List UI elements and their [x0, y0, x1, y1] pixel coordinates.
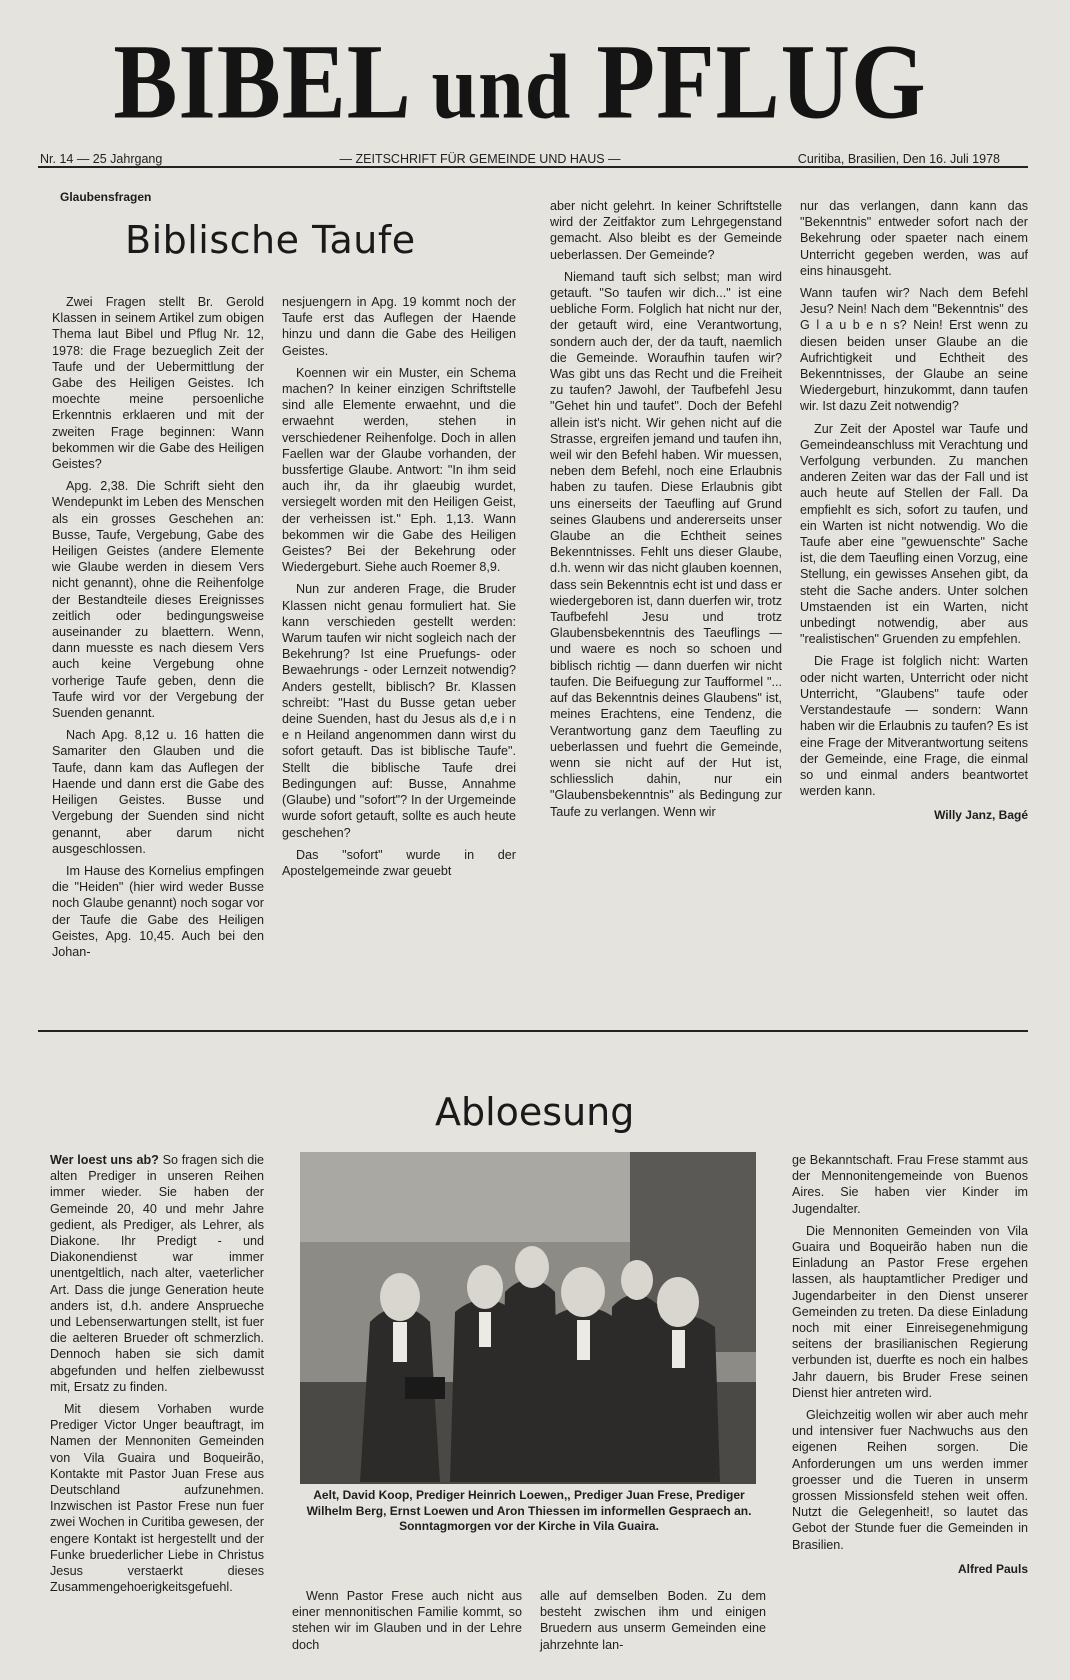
paragraph: ge Bekanntschaft. Frau Frese stammt aus der Mennonitengemeinde von Buenos Aires. Sie haben vier Kinder im Jugendalter. [792, 1153, 1028, 1216]
masthead-rule [38, 166, 1028, 168]
paragraph: alle auf demselben Boden. Zu dem besteht zwischen ihm und einigen Bruedern aus unserm Gemeinden eine jahrzehnte lan- [540, 1589, 766, 1652]
paragraph: nur das verlangen, dann kann das "Bekenntnis" entweder sofort nach der Bekehrung oder spaeter nach einem Unterricht gegeben werden, was auf eins hinausgeht. [800, 199, 1028, 278]
section-rule [38, 1030, 1028, 1032]
article1-column-1 [52, 294, 264, 966]
article1-column-3 [550, 198, 782, 826]
article2-column-1 [50, 1152, 264, 1601]
paragraph: Apg. 2,38. Die Schrift sieht den Wendepunkt im Leben des Menschen als ein grosses Geschehen an: Busse, Taufe, Vergebung, Gabe des Heiligen Geistes (andere Elemente wie Glaube werden in diesem Vers nicht genannt), ohne die Reihenfolge der Bestandteile dieses Ereignisses zeitlich oder bedingungsweise auseinander zu blaettern. Wenn, dann muesste es nach diesem Vers auch keine Vergebung ohne vorherige Taufe geben, denn die Taufe wird vor der Vergebung der Suenden genannt. [52, 479, 264, 721]
title-und: und [431, 35, 572, 138]
issue-number: Nr. 14 — 25 Jahrgang [40, 152, 163, 166]
paragraph: Die Mennoniten Gemeinden von Vila Guaira und Boqueirão haben nun die Einladung an Pastor Frese ergehen lassen, als hauptamtlicher Prediger und Jugendarbeiter in den Dienst unserer Gemeinden zu treten. Da diese Einladung noch mit einer Einreisegenehmigung seitens der brasilianischen Regierung verbunden ist, duerfte es noch ein halbes Jahr dauern, bis Bruder Frese seinen Dienst hier antreten wird. [792, 1223, 1028, 1400]
paragraph: Nach Apg. 8,12 u. 16 hatten die Samariter den Glauben und die Taufe, dann kam das Auflegen der Haende und dann erst die Gabe des Heiligen Geistes. Busse und Vergebung der Suenden sind nicht genannt, aber darum nicht ausgeschlossen. [52, 728, 264, 856]
article-headline-biblische-taufe: Biblische Taufe [125, 218, 416, 262]
paragraph: Das "sofort" wurde in der Apostelgemeinde zwar geuebt [282, 847, 516, 878]
paragraph [50, 1152, 264, 1395]
group-photo [300, 1152, 756, 1484]
paragraph: nesjuengern in Apg. 19 kommt noch der Taufe erst das Auflegen der Haende hinzu und dann die Gabe des Heiligen Geistes. [282, 295, 516, 358]
article2-column-2 [292, 1588, 522, 1659]
photo-caption: Aelt, David Koop, Prediger Heinrich Loewen,, Prediger Juan Frese, Prediger Wilhelm Berg, Ernst Loewen und Aron Thiessen im informellen Gespraech an. Sonntagmorgen vor der Kirche in Vila Guaira. [306, 1488, 752, 1533]
paragraph: Die Frage ist folglich nicht: Warten oder nicht warten, Unterricht oder nicht Unterricht, "Glaubens" taufe oder Verstandestaufe — sondern: Wann haben wir die Erlaubnis zu taufen? Es ist eine Frage der Mitverantwortung seitens der Gemeinde, eine Frage, die einmal so und einmal anders beantwortet werden kann. [800, 654, 1028, 799]
title-bibel: BIBEL [113, 21, 407, 142]
paragraph: aber nicht gelehrt. In keiner Schriftstelle wird der Zeitfaktor zum Lehrgegenstand gemacht. Also bleibt es der Gemeinde ueberlassen. Der Gemeinde? [550, 199, 782, 262]
masthead-subtitle: — ZEITSCHRIFT FÜR GEMEINDE UND HAUS — [339, 152, 621, 166]
paragraph: Zur Zeit der Apostel war Taufe und Gemeindeanschluss mit Verachtung und Verfolgung verbunden. Zu manchen anderen Zeiten war das der Fall und ist auch heute auf Stellen der Fall. Da empfiehlt es sich, sofort zu taufen, und ein Warten ist nicht notwendig. Wo die Taufe aber eine "gewuenschte" Sache ist, die dem Taeufling einen Vorzug, eine Stellung, ein gewisses Ansehen gibt, da steht die Sache anders. Unter solchen Umstaenden ist ein Warten, nicht unbedingt notwendig, aber aus "realistischen" Gruenden zu empfehlen. [800, 421, 1028, 647]
article-headline-abloesung: Abloesung [435, 1090, 635, 1134]
article2-author: Alfred Pauls [957, 1561, 1028, 1576]
paragraph: Gleichzeitig wollen wir aber auch mehr und intensiver fuer Nachwuchs aus den eigenen Reihen sorgen. Die Anforderungen um uns werden immer groesser und die Tueren in unserm grossen Missionsfeld stehen weit offen. Nutzt die Gelegenheit!, so lautet das Gebot der Stunde fuer die Gemeinden in Brasilien. [792, 1408, 1028, 1552]
article1-column-2 [282, 294, 516, 885]
paragraph: Wann taufen wir? Nach dem Befehl Jesu? Nein! Nach dem "Bekenntnis" des G l a u b e n s? Nein! Erst wenn zu diesen beiden unser Glaube an die Aufrichtigkeit und Echtheit des Bekenntnisses, der Glaube an seine Wiedergeburt, hinzukommt, dann taufen wir. Ist dazu Zeit notwendig? [800, 286, 1028, 414]
paragraph: Koennen wir ein Muster, ein Schema machen? In keiner einzigen Schriftstelle sind alle Elemente erwaehnt, und die erwaehnt werden, stehen in verschiedener Reihenfolge. Doch in allen Faellen war der Glaube vorhanden, der bussfertige Glaube. Antwort: "In ihm seid auch ihr, da ihr glaeubig wurdet, versiegelt worden mit den Heiligen Geist, der verheissen ist." Eph. 1,13. Wann bekommen wir die Gabe des Heiligen Geistes? Bei der Bekehrung oder Wiedergeburt. Siehe auch Roemer 8,9. [282, 365, 516, 575]
article1-author: Willy Janz, Bagé [934, 808, 1028, 823]
paragraph-text: So fragen sich die alten Prediger in unseren Reihen immer wieder. Sie haben der Gemeinde 20, 40 und mehr Jahre gedient, als Prediger, als Lehrer, als Diakone. Ihr Predigt - und Diakonendienst war immer unentgeltlich, nach alter, vaeterlicher Art. Dass die junge Generation heute anders ist, d.h. andere Ansprueche und Lebenserwartungen stellt, ist fuer die aelteren Brueder oft schmerzlich. Dennoch haben sie sich damit abgefunden und helfen zielbewusst mit, Ersatz zu finden. [50, 1153, 265, 1394]
paragraph: Mit diesem Vorhaben wurde Prediger Victor Unger beauftragt, im Namen der Mennoniten Gemeinden von Vila Guaira und Boqueirão, Kontakte mit Pastor Juan Frese aus Deutschland aufzunehmen. Inzwischen ist Pastor Frese nun fuer zwei Wochen in Curitiba gewesen, der engere Kontakt ist hergestellt und der Funke bruederlicher Liebe in Christus Jesus verstaerkt dieses Zusammengehoerigkeitsgefuehl. [50, 1402, 264, 1595]
paragraph: Niemand tauft sich selbst; man wird getauft. "So taufen wir dich..." ist eine uebliche Form. Folglich hat nicht nur der, der getauft wird, eine Verantwortung, sondern auch der, der da tauft, naemlich die Gemeinde. Woraufhin taufen wir? Was gibt uns das Recht und die Freiheit zu taufen? Jawohl, der Taufbefehl Jesu "Gehet hin und taufet". Doch der Befehl allein ist's nicht. Wir gehen nicht auf die Strasse, ergreifen jemand und taufen ihn, weil wir den Befehl haben. Wir muessen, neben dem Befehl, noch eine Erlaubnis haben zu taufen. Diese Erlaubnis gibt uns einerseits der Taeufling auf Grund seines Glaubens und andererseits unser Glaube an die Echtheit seines Bekenntnisses. Fehlt uns dieser Glaube, d.h. wenn wir das nicht glauben koennen, dass sein Bekenntnis echt ist und dass er wiedergeboren ist, dann duerfen wir, trotz Taufbefehl Jesu und trotz Glaubensbekenntnis des Taeuflings — und waere es noch so schoen und biblisch richtig — dann duerfen wir nicht taufen. Die Beifuegung zur Taufformel "... auf das Bekenntnis deines Glaubens" ist, meines Erachtens, eine Tendenz, die Verantwortung ganz dem Taeufling zu ueberlassen und fuehrt die Gemeinde, wenn sie nicht auf der Hut ist, schliesslich dahin, nur ein "Glaubensbekenntnis" als Bedingung zur Taufe zu verlangen. Wenn wir [550, 269, 782, 819]
group-photo-image [300, 1152, 756, 1484]
title-pflug: PFLUG [596, 21, 927, 142]
article2-column-4 [792, 1152, 1028, 1577]
paragraph: Im Hause des Kornelius empfingen die "Heiden" (hier wird weder Busse noch Glaube genannt) noch sogar vor der Taufe die Gabe des Heiligen Geistes, Apg. 10,45. Auch bei den Johan- [52, 863, 264, 959]
paragraph: Zwei Fragen stellt Br. Gerold Klassen in seinem Artikel zum obigen Thema laut Bibel und Pflug Nr. 12, 1978: die Frage bezueglich Zeit der Taufe und der Uebermittlung der Gabe des Heiligen Geistes. Ich moechte meine persoenliche Erkenntnis erklaeren und mit der zweiten Frage beginnen: Wann bekommen wir die Gabe des Heiligen Geistes? [52, 295, 264, 472]
lead-question: Wer loest uns ab? [50, 1153, 159, 1167]
place-date: Curitiba, Brasilien, Den 16. Juli 1978 [797, 152, 1000, 166]
article1-column-4 [800, 198, 1028, 824]
article-kicker: Glaubensfragen [60, 190, 152, 204]
paragraph: Nun zur anderen Frage, die Bruder Klassen nicht genau formuliert hat. Sie kann verschieden gestellt werden: Warum taufen wir nicht sogleich nach der Bekehrung? Ist eine Pruefungs- oder Bewaehrungs - oder Lernzeit notwendig? Anders gestellt, biblisch? Br. Klassen schreibt: "Hast du Busse getan ueber deine Suenden, hast du Jesus als d,e i n e n Heiland angenommen dann wirst du sofort getauft. Das ist biblische Taufe". Stellt die biblische Taufe drei Bedingungen auf: Busse, Annahme (Glaube) und "sofort"? In der Urgemeinde wurde sofort getauft, sollte es auch heute geschehen? [282, 582, 516, 840]
masthead-subline [40, 152, 1000, 166]
paragraph: Wenn Pastor Frese auch nicht aus einer mennonitischen Familie kommt, so stehen wir im Glauben und in der Lehre doch [292, 1589, 522, 1652]
masthead [40, 21, 1000, 166]
newspaper-title [40, 21, 1000, 144]
article2-column-3 [540, 1588, 766, 1659]
